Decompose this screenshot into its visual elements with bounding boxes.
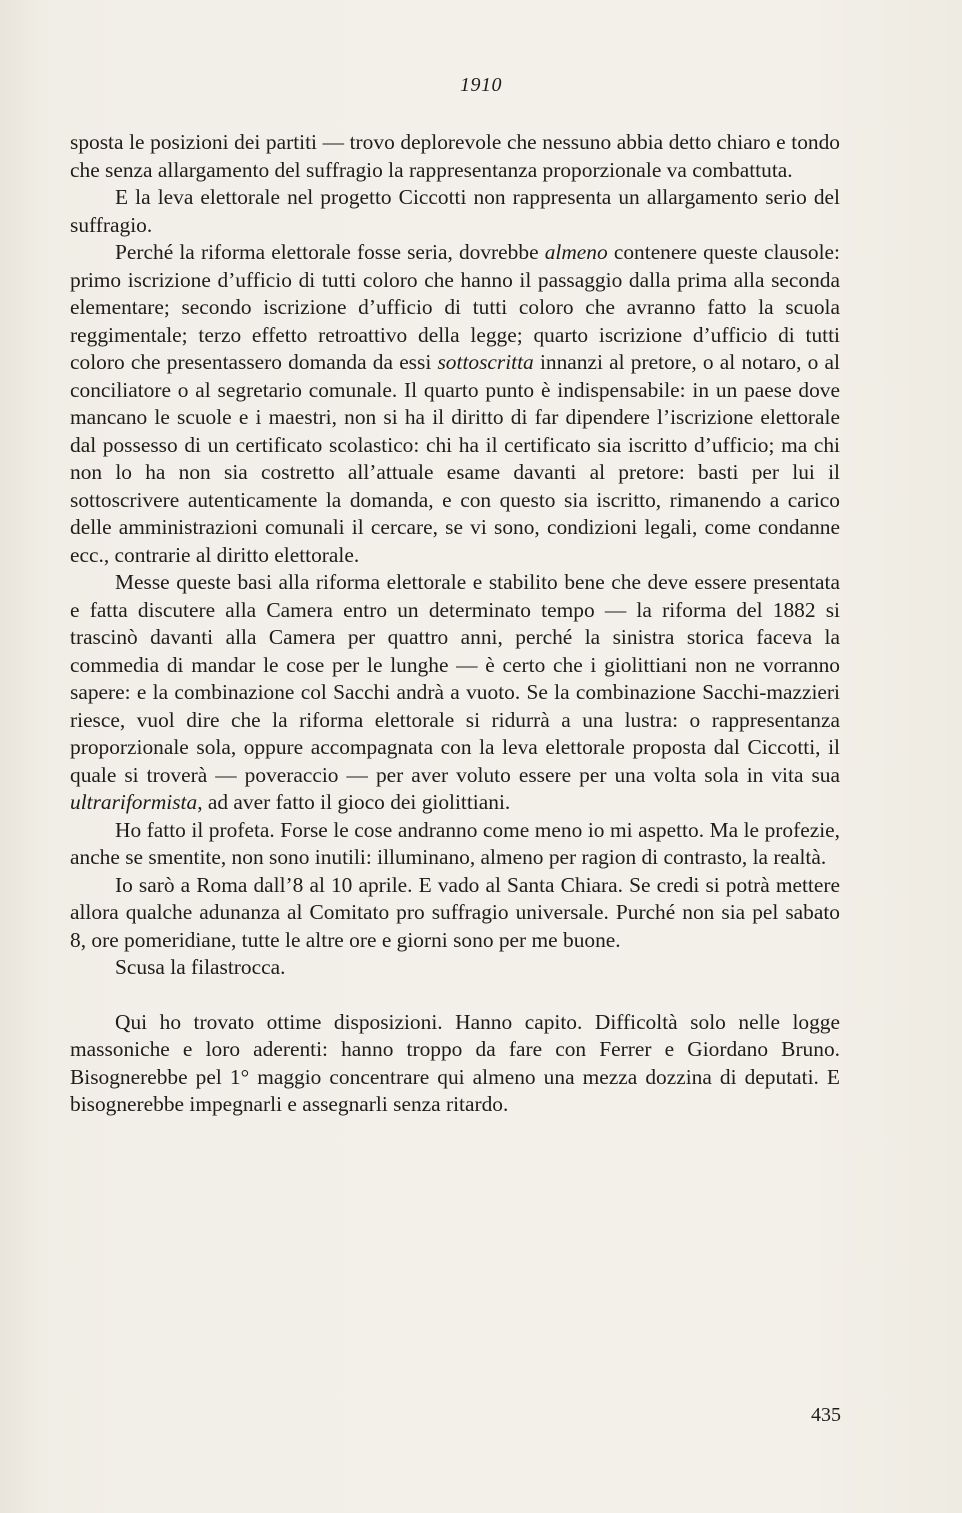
text-run: sposta le posizioni dei partiti — trovo deplorevole che nessuno abbia detto chiaro e tondo che senza allargamento del suffragio la rappresentanza proporzionale va combattuta. [70, 130, 840, 182]
page-number: 435 [811, 1404, 841, 1426]
paragraph-postscript [70, 1009, 840, 1119]
text-run: Scusa la filastrocca. [115, 955, 286, 979]
text-run: Perché la riforma elettorale fosse seria, dovrebbe [115, 240, 545, 264]
text-run: Io sarò a Roma dall’8 al 10 aprile. E vado al Santa Chiara. Se credi si potrà mettere allora qualche adunanza al Comitato pro suffragio universale. Purché non sia pel sabato 8, ore pomeridiane, tutte le altre ore e giorni sono per me buone. [70, 872, 840, 952]
paragraph [70, 872, 840, 955]
paragraph [70, 954, 840, 982]
text-run: Qui ho trovato ottime disposizioni. Hanno capito. Difficoltà solo nelle logge massoniche e loro aderenti: hanno troppo da fare con Ferrer e Giordano Bruno. Bisognerebbe pel 1° maggio concentrare qui almeno una mezza dozzina di deputati. E bisognerebbe impegnarli e assegnarli senza ritardo. [70, 1009, 840, 1116]
paragraph-continuation [70, 129, 840, 184]
text-run: innanzi al pretore, o al notaro, o al conciliatore o al segretario comunale. Il quarto punto è indispensabile: in un paese dove mancano le scuole e i maestri, non si ha il diritto di far dipendere l’iscrizione elettorale dal possesso di un certificato scolastico: chi ha il certificato sia iscritto d’ufficio; ma chi non lo ha non sia costretto all’attuale esame davanti al pretore: basti per lui il sottoscrivere autenticamente la domanda, e con questo sia iscritto, rimanendo a carico delle amministrazioni comunali il cercare, se vi sono, condizioni legali, come condanne ecc., contrarie al diritto elettorale. [70, 350, 840, 567]
italic-text-run: almeno [544, 240, 608, 264]
text-run: , ad aver fatto il gioco dei giolittiani. [197, 790, 511, 814]
text-run: Ho fatto il profeta. Forse le cose andranno come meno io mi aspetto. Ma le profezie, anche se smentite, non sono inutili: illuminano, almeno per ragion di contrasto, la realtà. [70, 817, 840, 869]
paragraph [70, 817, 840, 872]
text-run: Messe queste basi alla riforma elettorale e stabilito bene che deve essere presentata e fatta discutere alla Camera entro un determinato tempo — la riforma del 1882 si trascinò davanti alla Camera per quattro anni, perché la sinistra storica faceva la commedia di mandar le cose per le lunghe — è certo che i giolittiani non ne vorranno sapere: e la combinazione col Sacchi andrà a vuoto. Se la combinazione Sacchi-mazzieri riesce, vuol dire che la riforma elettorale si ridurrà a una lustra: o rappresentanza proporzionale sola, oppure accompagnata con la leva elettorale proposta dal Ciccotti, il quale si troverà — poveraccio — per aver voluto essere per una volta sola in vita sua [70, 570, 840, 787]
italic-text-run: ultrariformista [70, 790, 198, 814]
running-head: 1910 [460, 74, 502, 96]
text-run: contenere queste clausole: primo iscrizione d’ufficio di tutti coloro che hanno il passaggio dalla prima alla seconda elementare; secondo iscrizione d’ufficio di tutti coloro che avranno fatto la scuola reggimentale; terzo effetto retroattivo della legge; quarto iscrizione d’ufficio di tutti coloro che presentassero domanda da essi [70, 240, 840, 374]
text-run: E la leva elettorale nel progetto Ciccotti non rappresenta un allargamento serio del suffragio. [70, 185, 840, 237]
paragraph [70, 239, 840, 569]
italic-text-run: sottoscritta [437, 350, 534, 374]
body-text [70, 129, 840, 1119]
paragraph [70, 184, 840, 239]
paragraph [70, 569, 840, 817]
